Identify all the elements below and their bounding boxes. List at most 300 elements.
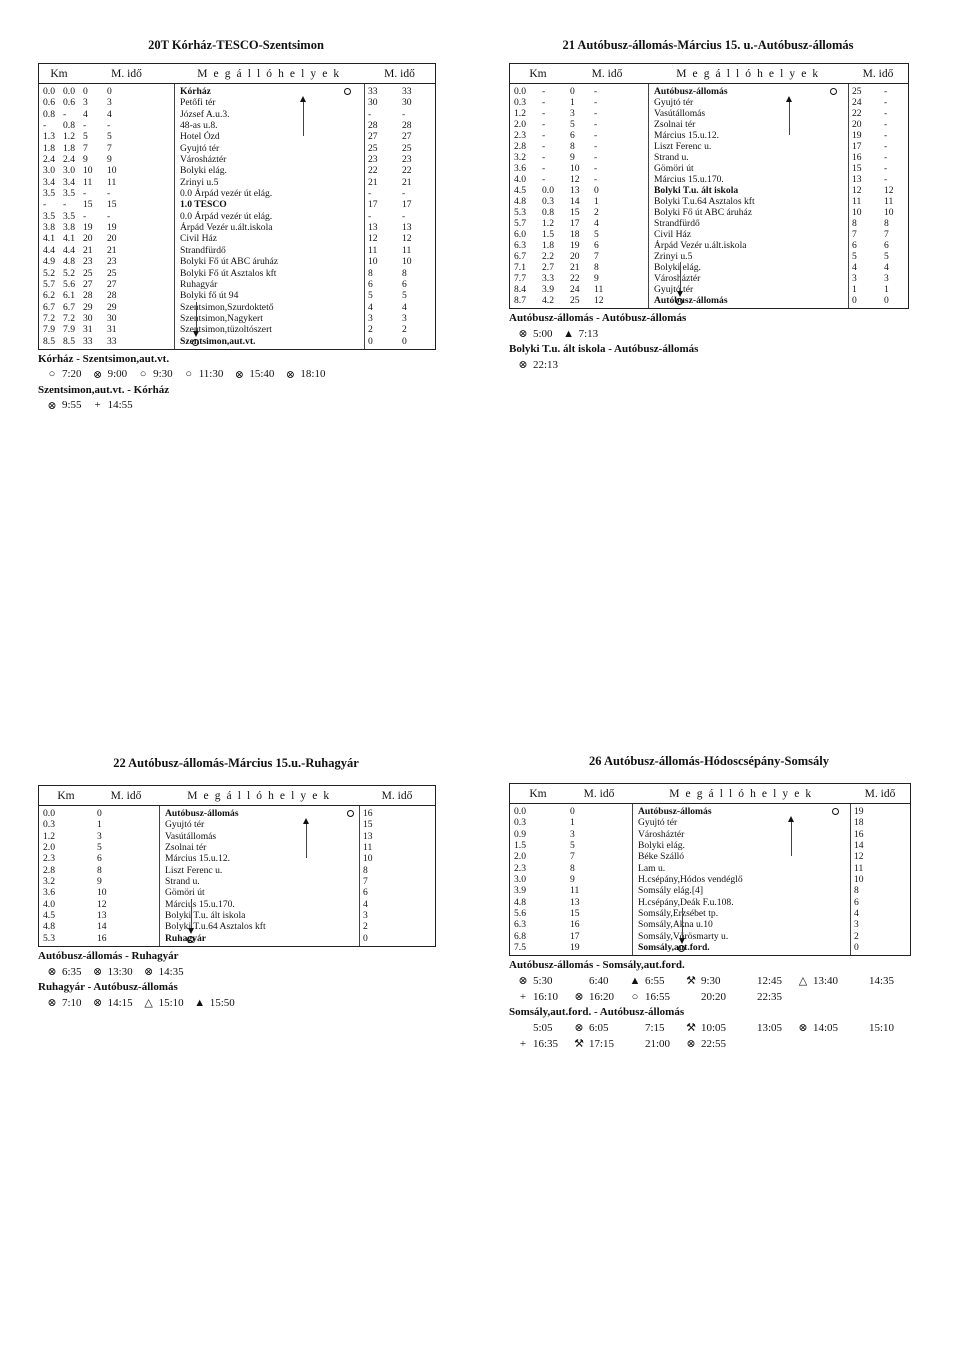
travel-time-cell: 28 [107,290,117,302]
travel-time-cell: 29 [107,301,117,313]
return-time-cell: 17 [368,199,378,211]
travel-time-cell: 18 [570,229,580,240]
return-time-cell: 4 [402,301,407,313]
travel-time-cell: 25 [83,267,93,279]
distance-cell: 3.8 [43,222,55,234]
header-time-return: M. idő [862,67,894,80]
distance-cell: 7.5 [514,942,526,954]
travel-time-cell: 17 [570,218,580,229]
departure [517,1021,567,1034]
stop-name: Bolyki Fő út ABC áruház [654,207,753,218]
return-time-cell: 11 [368,244,378,256]
departure-time: 16:35 [533,1037,559,1050]
distance-cell: - [63,199,67,211]
distance-cell: 5.3 [514,207,526,218]
distance-cell: 2.4 [43,154,55,166]
travel-time-cell: 4 [83,108,88,120]
distance-cell: 3.9 [542,284,554,295]
distance-cell: - [542,163,546,174]
departure [797,1021,847,1034]
departure-list [517,990,909,1003]
distance-cell: 0.0 [43,808,55,819]
table-row [39,910,435,921]
route-direction: Autóbusz-állomás - Autóbusz-állomás [509,312,687,324]
table-row [39,120,435,131]
travel-time-cell: 21 [107,244,117,256]
departure [46,996,82,1009]
return-time-cell: - [368,108,372,120]
return-time-cell: 10 [852,207,862,218]
route-direction: Bolyki T.u. ált iskola - Autóbusz-állomás [509,343,699,355]
stop-name: Szentsimon,aut.vt. [180,335,256,347]
departure-time: 13:30 [107,965,133,978]
departure [517,327,553,340]
distance-cell: 2.2 [542,251,554,262]
travel-time-cell: 14 [97,921,107,933]
service-symbol-icon: ⊗ [234,368,244,381]
distance-cell: 0.8 [542,207,554,218]
departure-time: 10:05 [701,1021,727,1034]
header-km: Km [529,67,547,80]
table-row [39,290,435,301]
departure-list [517,327,907,340]
distance-cell: - [63,108,67,120]
travel-time-cell: 9 [83,154,88,166]
return-time-cell: 5 [884,251,889,262]
distance-cell: 0.8 [63,120,75,132]
travel-time-cell: 8 [570,141,575,152]
departure [92,368,128,381]
return-time-cell: - [402,210,406,222]
distance-cell: 4.9 [43,256,55,268]
travel-time-cell: 25 [107,267,117,279]
return-time-cell: 22 [852,108,862,119]
travel-time-cell: - [83,188,87,200]
service-symbol-icon: ⚒ [686,975,696,988]
distance-cell: 4.8 [514,896,526,908]
direction-line [191,899,192,929]
departure-time: 16:20 [589,990,615,1003]
departure [143,996,184,1009]
distance-cell: 0.9 [514,828,526,840]
column-divider [159,806,160,946]
return-time-cell: 0 [368,335,373,347]
service-symbol-icon: ⊗ [47,966,57,979]
return-time-cell: 8 [368,267,373,279]
distance-cell: 3.4 [43,176,55,188]
stop-name: Hotel Ózd [180,131,220,143]
stop-name: 48-as u.8. [180,120,218,132]
table-body [510,84,908,308]
travel-time-cell: 5 [594,229,599,240]
distance-cell: 6.3 [514,240,526,251]
service-symbol-icon: ⊗ [518,975,528,988]
stop-name: Szentsimon,Nagykert [180,312,263,324]
header-km: Km [57,789,75,802]
distance-cell: 1.3 [43,131,55,143]
departure [143,965,184,978]
departure-time: 14:55 [107,399,133,412]
travel-time-cell: 27 [83,278,93,290]
departure-time: 6:05 [589,1021,609,1034]
departure [573,974,623,987]
travel-time-cell: 9 [594,273,599,284]
return-time-cell: 16 [854,828,864,840]
return-time-cell: 13 [368,222,378,234]
return-time-cell: 3 [854,919,859,931]
direction-line [791,822,792,856]
timetable-26 [509,754,909,1052]
column-divider [848,84,849,308]
distance-cell: 2.3 [514,862,526,874]
departure-time: 15:40 [249,368,275,381]
return-time-cell: 21 [368,176,378,188]
distance-cell: 6.3 [514,919,526,931]
return-time-cell: - [884,108,888,119]
travel-time-cell: 21 [83,244,93,256]
return-time-cell: 2 [854,930,859,942]
distance-cell: 0.6 [43,97,55,109]
distance-cell: 6.1 [63,290,75,302]
return-time-cell: 17 [852,141,862,152]
return-time-cell: 33 [368,86,378,97]
departure [46,965,82,978]
stop-name: 1.0 TESCO [180,199,227,211]
departure-time: 22:55 [701,1037,727,1050]
distance-cell: 4.4 [43,244,55,256]
service-symbol-icon: ○ [139,368,147,381]
distance-cell: 0.3 [542,196,554,207]
table-row [39,313,435,324]
departure-time: 5:00 [533,327,553,340]
return-time-cell: 13 [363,830,373,842]
departure [741,990,791,1003]
travel-time-cell: 0 [594,185,599,196]
return-time-cell: 15 [852,163,862,174]
header-stops: M e g á l l ó h e l y e k [187,789,331,802]
return-time-cell: 7 [363,876,368,888]
header-stops: M e g á l l ó h e l y e k [676,67,820,80]
travel-time-cell: 19 [107,222,117,234]
distance-cell: 0.0 [514,806,526,817]
stop-name: Autóbusz-állomás [654,86,728,97]
distance-cell: - [542,108,546,119]
stop-name: Zrinyi u.5 [180,176,219,188]
return-time-cell: 3 [368,312,373,324]
travel-time-cell: 1 [97,819,102,831]
return-time-cell: - [368,210,372,222]
return-time-cell: 30 [368,97,378,109]
column-divider [648,84,649,308]
service-symbol-icon: △ [798,975,808,988]
travel-time-cell: 12 [570,174,580,185]
travel-time-cell: 6 [594,240,599,251]
return-time-cell: - [884,97,888,108]
service-symbol-icon: ○ [631,990,639,1003]
table-row [39,324,435,335]
departure-time: 7:15 [645,1021,665,1034]
travel-time-cell: 9 [570,874,575,886]
departure [194,996,235,1009]
distance-cell: 0.3 [514,97,526,108]
return-time-cell: 6 [884,240,889,251]
table-header [510,64,908,84]
table-row [39,336,435,347]
travel-time-cell: 7 [570,851,575,863]
travel-time-cell: 3 [107,97,112,109]
departure-time: 17:15 [589,1037,615,1050]
return-time-cell: 5 [368,290,373,302]
departure-time: 5:30 [533,974,553,987]
table-row [39,279,435,290]
departure-time: 6:35 [62,965,82,978]
distance-cell: 3.0 [514,874,526,886]
return-time-cell: 24 [852,97,862,108]
travel-time-cell: 3 [83,97,88,109]
distance-cell: 2.0 [43,842,55,854]
travel-time-cell: 8 [594,262,599,273]
direction-arrow-down-icon [677,291,683,297]
departure [92,399,133,412]
travel-time-cell: 8 [97,864,102,876]
return-time-cell: 10 [854,874,864,886]
travel-time-cell: - [594,97,598,108]
travel-time-cell: 3 [570,828,575,840]
distance-cell: 8.5 [43,335,55,347]
distance-cell: 6.7 [43,301,55,313]
departure-list [517,1037,909,1050]
distance-cell: 3.6 [43,887,55,899]
return-time-cell: 4 [854,908,859,920]
stop-name: Bolyki T.u. ált iskola [165,910,246,922]
distance-cell: 4.0 [514,174,526,185]
timetable-22 [38,756,434,1011]
travel-time-cell: 29 [83,301,93,313]
travel-time-cell: 33 [83,335,93,347]
return-time-cell: 12 [402,233,412,245]
departure-time: 9:55 [62,399,82,412]
departure-time: 12:45 [757,974,783,987]
table-row [39,808,435,819]
return-time-cell: 0 [884,295,889,306]
return-time-cell: 13 [852,174,862,185]
travel-time-cell: 33 [107,335,117,347]
distance-cell: 7.1 [514,262,526,273]
table-row [39,131,435,142]
column-divider [632,804,633,955]
timetable-title: 22 Autóbusz-állomás-Március 15.u.-Ruhagyár [113,756,359,770]
departure [685,990,735,1003]
distance-cell: 5.7 [514,218,526,229]
departure [573,1037,623,1050]
travel-time-cell: 19 [83,222,93,234]
travel-time-cell: 5 [83,131,88,143]
departure [685,974,735,987]
departure [517,1037,567,1050]
departure-time: 15:50 [209,996,235,1009]
timetable-title: 21 Autóbusz-állomás-Március 15. u.-Autóbusz-állomás [562,38,854,52]
stop-name: Liszt Ferenc u. [654,141,712,152]
terminus-circle-icon [187,936,194,943]
stop-name: Gyujtó tér [165,819,205,831]
return-time-cell: 25 [368,142,378,154]
travel-time-cell: 8 [570,862,575,874]
timetable-table [509,783,911,956]
distance-cell: 1.2 [542,218,554,229]
header-stops: M e g á l l ó h e l y e k [669,787,813,800]
departure-time: 16:55 [645,990,671,1003]
return-time-cell: 8 [852,218,857,229]
return-time-cell: - [884,141,888,152]
distance-cell: 4.8 [63,256,75,268]
travel-time-cell: 10 [83,165,93,177]
travel-time-cell: 0 [107,86,112,97]
travel-time-cell: 31 [83,324,93,336]
travel-time-cell: 27 [107,278,117,290]
table-row [39,143,435,154]
column-divider [364,84,365,349]
return-time-cell: 11 [363,842,373,854]
stop-name: Árpád Vezér u.ált.iskola [654,240,747,251]
distance-cell: 4.5 [514,185,526,196]
table-row [39,97,435,108]
header-time-return: M. idő [384,67,415,80]
travel-time-cell: 10 [570,163,580,174]
table-row [39,245,435,256]
travel-time-cell: 1 [570,97,575,108]
travel-time-cell: 22 [570,273,580,284]
stop-name: Somsály,Vörösmarty u. [638,930,729,942]
distance-cell: 1.5 [514,840,526,852]
schedules [38,353,434,412]
stop-name: H.csépány,Deák F.u.108. [638,896,734,908]
distance-cell: 6.7 [63,301,75,313]
direction-line [682,908,683,938]
travel-time-cell: 4 [594,218,599,229]
distance-cell: 4.8 [514,196,526,207]
travel-time-cell: 0 [570,86,575,97]
return-time-cell: 8 [884,218,889,229]
table-row [39,154,435,165]
stop-name: Béke Szálló [638,851,685,863]
distance-cell: 6.8 [514,930,526,942]
stop-name: 0.0 Árpád vezér út elág. [180,210,273,222]
distance-cell: 7.9 [63,324,75,336]
header-km: Km [50,67,68,80]
return-time-cell: 23 [402,154,412,166]
return-time-cell: 11 [852,196,862,207]
distance-cell: - [542,130,546,141]
return-time-cell: - [368,188,372,200]
column-divider [174,84,175,349]
travel-time-cell: 9 [107,154,112,166]
travel-time-cell: 13 [570,896,580,908]
departure [853,1021,903,1034]
distance-cell: 0.0 [43,86,55,97]
return-time-cell: - [884,86,888,97]
departure-list [46,965,434,978]
return-time-cell: 19 [852,130,862,141]
header-time: M. idő [583,787,615,800]
departure-time: 11:30 [198,368,224,381]
return-time-cell: 25 [852,86,862,97]
route-direction: Ruhagyár - Autóbusz-állomás [38,981,178,994]
distance-cell: 3.5 [63,210,75,222]
direction-arrow-down-icon [679,938,685,944]
table-row [39,887,435,898]
departure [233,368,274,381]
travel-time-cell: 19 [570,240,580,251]
departure [629,1021,679,1034]
stop-name: Szentsimon,Szurdoktető [180,301,274,313]
stop-name: Gyujtó tér [638,817,678,829]
distance-cell: 1.2 [63,131,75,143]
travel-time-cell: 1 [570,817,575,829]
stop-name: Bolyki elág. [638,840,685,852]
distance-cell: 1.5 [542,229,554,240]
departure [517,358,558,371]
travel-time-cell: 11 [570,885,580,897]
travel-time-cell: 30 [107,312,117,324]
distance-cell: 4.2 [542,295,554,306]
return-time-cell: 6 [363,887,368,899]
departure-time: 20:20 [701,990,727,1003]
service-symbol-icon: + [519,1037,527,1050]
travel-time-cell: 15 [107,199,117,211]
travel-time-cell: 9 [570,152,575,163]
travel-time-cell: 30 [83,312,93,324]
distance-cell: 5.2 [63,267,75,279]
travel-time-cell: - [83,120,87,132]
distance-cell: 8.7 [514,295,526,306]
stop-name: Vasútállomás [165,830,217,842]
stop-name: Gömöri út [654,163,694,174]
departure [183,368,224,381]
table-row [39,876,435,887]
return-time-cell: - [402,108,406,120]
distance-cell: - [542,174,546,185]
service-symbol-icon: ⊗ [47,997,57,1010]
travel-time-cell: 17 [570,930,580,942]
route-direction: Autóbusz-állomás - Somsály,aut.ford. [509,959,685,972]
distance-cell: 6.0 [514,229,526,240]
travel-time-cell: - [594,130,598,141]
stop-name: Strandfürdő [180,244,226,256]
return-time-cell: 18 [854,817,864,829]
distance-cell: 2.3 [514,130,526,141]
departure-time: 16:10 [533,990,559,1003]
return-time-cell: 12 [884,185,894,196]
timetable-table [38,63,436,350]
stop-name: Autóbusz-állomás [654,295,728,306]
departure-list [517,1021,909,1034]
return-time-cell: 10 [368,256,378,268]
travel-time-cell: 12 [97,898,107,910]
return-time-cell: 4 [884,262,889,273]
stop-name: 0.0 Árpád vezér út elág. [180,188,273,200]
stop-name: Somsály,Erzsébet tp. [638,908,719,920]
service-symbol-icon: ▲ [629,974,641,987]
departure-time: 14:05 [813,1021,839,1034]
return-time-cell: 2 [402,324,407,336]
departure [517,990,567,1003]
table-row [39,819,435,830]
departure [563,327,599,340]
return-time-cell: 11 [402,244,412,256]
schedules [509,959,909,1050]
schedules [38,950,434,1009]
distance-cell: 1.8 [43,142,55,154]
